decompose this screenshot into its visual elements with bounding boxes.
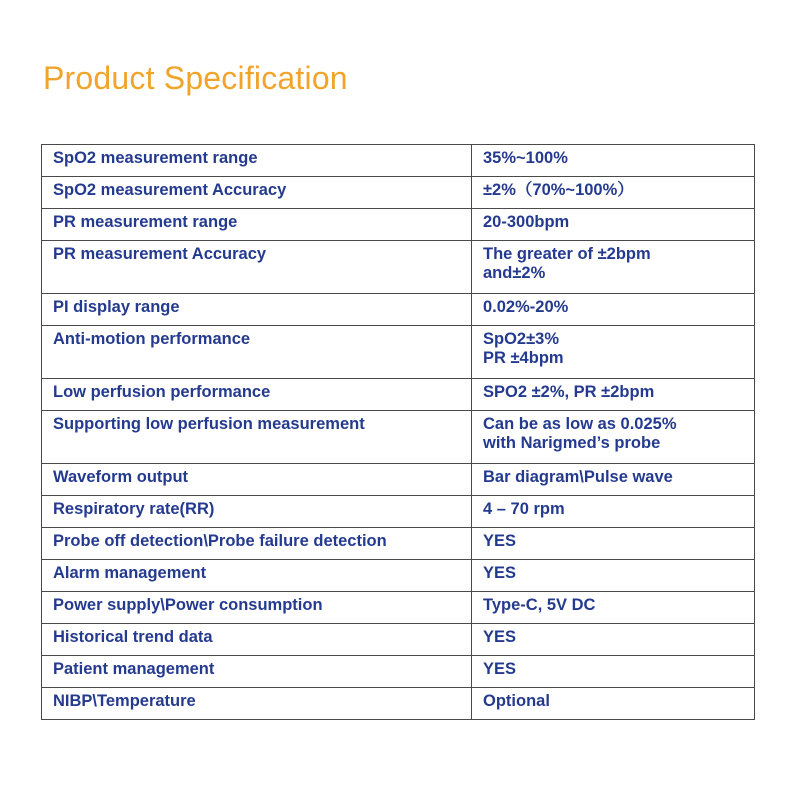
spec-parameter: Waveform output — [42, 464, 472, 496]
spec-value: YES — [472, 624, 755, 656]
spec-row — [42, 177, 755, 209]
spec-parameter: Respiratory rate(RR) — [42, 496, 472, 528]
spec-value: Bar diagram\Pulse wave — [472, 464, 755, 496]
spec-parameter: PI display range — [42, 294, 472, 326]
spec-parameter: Historical trend data — [42, 624, 472, 656]
spec-row — [42, 145, 755, 177]
spec-row — [42, 656, 755, 688]
spec-parameter: Low perfusion performance — [42, 379, 472, 411]
spec-row — [42, 592, 755, 624]
spec-value: The greater of ±2bpm and±2% — [472, 241, 755, 294]
spec-table — [41, 144, 755, 720]
spec-value: 35%~100% — [472, 145, 755, 177]
spec-parameter: Patient management — [42, 656, 472, 688]
spec-value: YES — [472, 560, 755, 592]
spec-value: YES — [472, 528, 755, 560]
spec-parameter: PR measurement range — [42, 209, 472, 241]
spec-parameter: Alarm management — [42, 560, 472, 592]
spec-value: Optional — [472, 688, 755, 720]
spec-row — [42, 411, 755, 464]
spec-value: SpO2±3% PR ±4bpm — [472, 326, 755, 379]
spec-parameter: NIBP\Temperature — [42, 688, 472, 720]
spec-row — [42, 326, 755, 379]
spec-value: ±2%（70%~100%） — [472, 177, 755, 209]
spec-row — [42, 209, 755, 241]
spec-parameter: Power supply\Power consumption — [42, 592, 472, 624]
spec-row — [42, 688, 755, 720]
spec-value: Type-C, 5V DC — [472, 592, 755, 624]
spec-parameter: PR measurement Accuracy — [42, 241, 472, 294]
spec-parameter: SpO2 measurement range — [42, 145, 472, 177]
spec-row — [42, 528, 755, 560]
page-title: Product Specification — [43, 60, 348, 96]
spec-value: 20-300bpm — [472, 209, 755, 241]
spec-parameter: SpO2 measurement Accuracy — [42, 177, 472, 209]
spec-row — [42, 379, 755, 411]
spec-parameter: Supporting low perfusion measurement — [42, 411, 472, 464]
spec-row — [42, 624, 755, 656]
spec-row — [42, 496, 755, 528]
spec-value: Can be as low as 0.025% with Narigmed’s probe — [472, 411, 755, 464]
spec-row — [42, 560, 755, 592]
spec-parameter: Anti-motion performance — [42, 326, 472, 379]
spec-value: YES — [472, 656, 755, 688]
spec-value: SPO2 ±2%, PR ±2bpm — [472, 379, 755, 411]
spec-parameter: Probe off detection\Probe failure detection — [42, 528, 472, 560]
spec-value: 4 – 70 rpm — [472, 496, 755, 528]
spec-value: 0.02%-20% — [472, 294, 755, 326]
spec-row — [42, 294, 755, 326]
spec-row — [42, 241, 755, 294]
spec-row — [42, 464, 755, 496]
